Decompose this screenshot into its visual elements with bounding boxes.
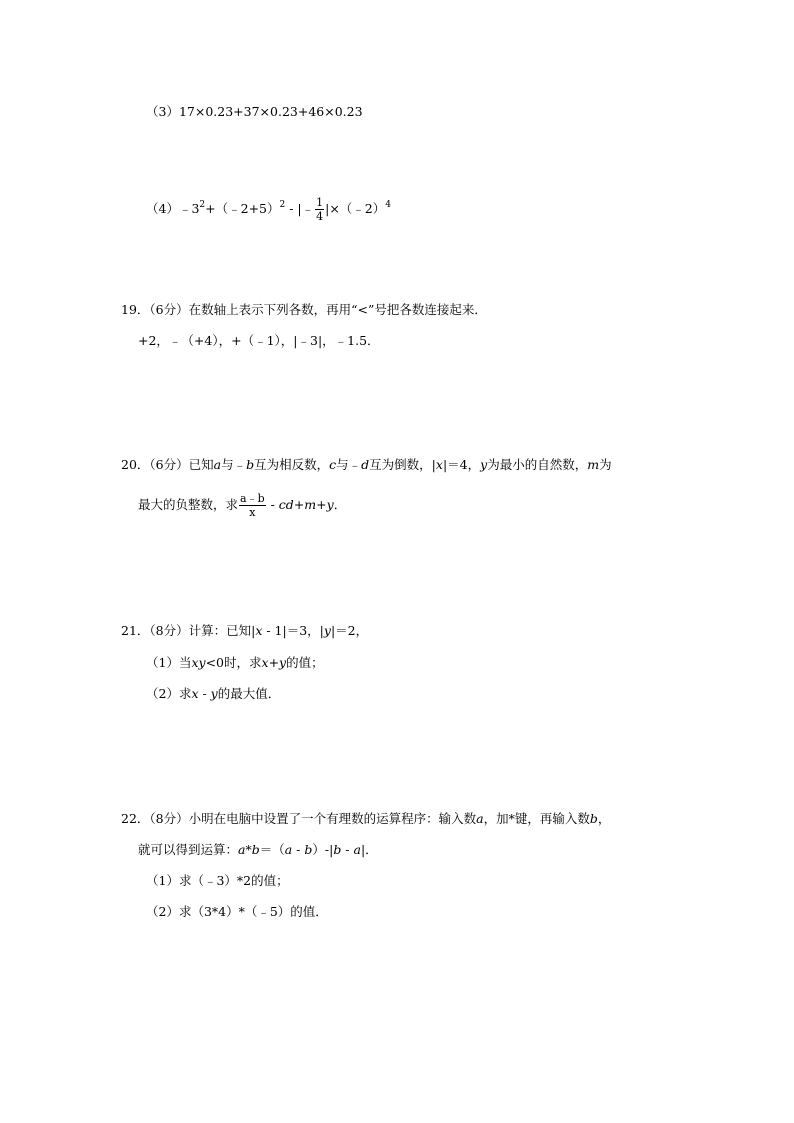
text: ）-| [312, 842, 334, 857]
question-score: （6分） [149, 302, 189, 317]
var-y: y [326, 497, 334, 512]
var-xy: xy [191, 655, 206, 670]
expr-a-star-b: a*b [238, 842, 260, 857]
fraction-denominator: x [249, 506, 256, 519]
q18-item-3 [146, 103, 363, 121]
text: 计算：已知| [188, 623, 256, 638]
text: |＝2， [330, 623, 369, 638]
text: （1）求（﹣3）*2的值； [146, 873, 289, 888]
question-text: 在数轴上表示下列各数，再用“<”号把各数连接起来． [188, 302, 487, 317]
q18-item-4-mid: +（﹣2+5） [205, 201, 280, 216]
question-number: 22． [121, 811, 150, 826]
text: 的值； [286, 655, 324, 670]
q18-item-4-abs-close: |×（﹣2） [325, 201, 386, 216]
operator: + [316, 497, 327, 512]
q21-part-2 [146, 685, 280, 703]
text: - 1|＝3，| [262, 623, 324, 638]
q20-line-2 [138, 492, 346, 519]
text: 最大的负整数，求 [138, 497, 239, 512]
text: 互为倒数，| [369, 457, 436, 472]
var-m: m [587, 457, 600, 472]
question-score: （6分） [149, 457, 189, 472]
text: ， [597, 811, 611, 826]
var-c: c [329, 457, 337, 472]
question-score: （8分） [149, 811, 189, 826]
exponent: 2 [279, 200, 286, 210]
q22-line-2 [138, 841, 378, 859]
text: （2）求 [146, 686, 192, 701]
q18-item-4 [146, 196, 391, 223]
var-cd: cd [278, 497, 294, 512]
text: 的最大值． [217, 686, 281, 701]
q19-numbers [138, 332, 380, 350]
text: - [266, 497, 279, 512]
text: |＝4， [442, 457, 481, 472]
var-a: a [213, 457, 222, 472]
text: 为 [599, 457, 612, 472]
text: ，加*键，再输入数 [483, 811, 590, 826]
fraction [239, 492, 266, 519]
text: 互为相反数， [254, 457, 330, 472]
q22-part-2 [146, 903, 328, 921]
var-b: b [589, 811, 598, 826]
text: 小明在电脑中设置了一个有理数的运算程序：输入数 [188, 811, 477, 826]
q18-item-3-text: （3）17×0.23+37×0.23+46×0.23 [146, 104, 363, 119]
q19-numbers-text: +2，﹣（+4），+（﹣1），|﹣3|，﹣1.5． [138, 333, 380, 348]
q18-item-4-prefix: （4）﹣3 [146, 201, 200, 216]
expr-a-minus-b: a - b [284, 842, 313, 857]
text: <0时，求 [205, 655, 262, 670]
var-d: d [361, 457, 370, 472]
question-number: 21． [121, 623, 150, 638]
var-y: y [480, 457, 488, 472]
expr-x-plus-y: x+y [261, 655, 287, 670]
fraction-denominator: 4 [316, 210, 324, 223]
expr-x-minus-y: x - y [191, 686, 218, 701]
q18-item-4-abs-open: - |﹣ [285, 201, 315, 216]
exponent: 2 [199, 200, 206, 210]
expr-b-minus-a: b - a [333, 842, 361, 857]
fraction-numerator: 1 [316, 196, 324, 209]
q19-heading [121, 301, 487, 319]
var-b: b [246, 457, 255, 472]
text: 为最小的自然数， [487, 457, 588, 472]
var-y: y [323, 623, 331, 638]
q20-heading [121, 456, 612, 474]
var-a: a [476, 811, 484, 826]
operator: + [293, 497, 305, 512]
fraction [315, 196, 324, 223]
text: 与﹣ [221, 457, 247, 472]
text: ． [333, 497, 347, 512]
var-m: m [304, 497, 317, 512]
question-number: 19． [121, 302, 150, 317]
var-x: x [435, 457, 443, 472]
question-number: 20． [121, 457, 150, 472]
var-x: x [255, 623, 263, 638]
fraction-numerator: a﹣b [240, 492, 265, 505]
text: （1）当 [146, 655, 192, 670]
text: |． [360, 842, 378, 857]
q22-part-1 [146, 872, 289, 890]
text: 已知 [188, 457, 214, 472]
q21-heading [121, 622, 368, 640]
text: ＝（ [259, 842, 285, 857]
q21-part-1 [146, 654, 324, 672]
text: 与﹣ [336, 457, 362, 472]
text: （2）求（3*4）*（﹣5）的值． [146, 904, 328, 919]
text: 就可以得到运算： [138, 842, 239, 857]
exponent: 4 [385, 200, 391, 210]
question-score: （8分） [149, 623, 189, 638]
q22-heading [121, 810, 610, 828]
